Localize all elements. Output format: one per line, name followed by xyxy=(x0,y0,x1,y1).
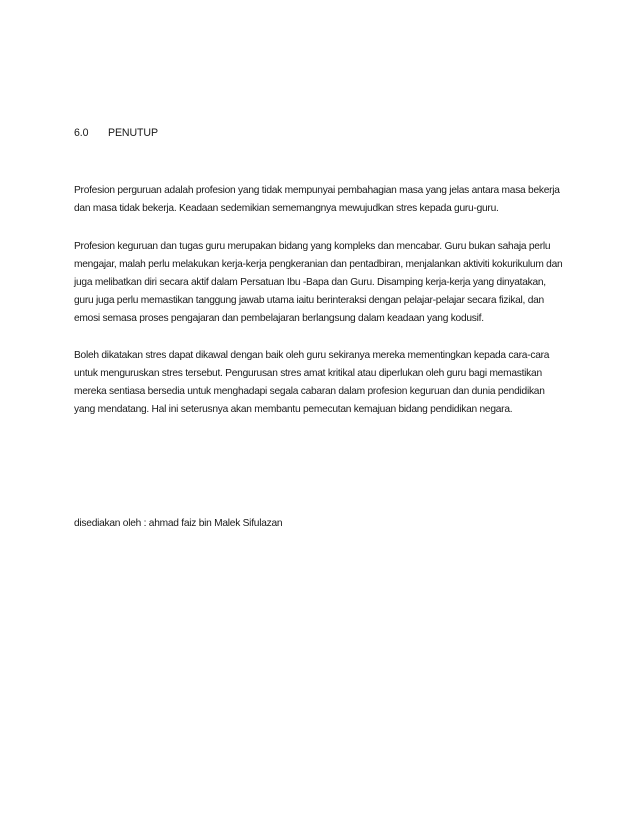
section-heading xyxy=(74,126,158,140)
paragraph-1: Profesion perguruan adalah profesion yang tidak mempunyai pembahagian masa yang jelas antara masa bekerja dan masa tidak bekerja. Keadaan sedemikian sememangnya mewujudkan stres kepada guru-guru. xyxy=(74,185,560,214)
section-title: PENUTUP xyxy=(108,127,158,139)
author-signature-line: disediakan oleh : ahmad faiz bin Malek Sifulazan xyxy=(74,518,283,529)
section-number: 6.0 xyxy=(74,127,89,139)
paragraph-3: Boleh dikatakan stres dapat dikawal dengan baik oleh guru sekiranya mereka mementingkan kepada cara-cara untuk menguruskan stres tersebut. Pengurusan stres amat kritikal atau diperlukan oleh guru bagi memastikan mereka sentiasa bersedia untuk menghadapi segala cabaran dalam profesion keguruan dan dunia pendidikan yang mendatang. Hal ini seterusnya akan membantu pemecutan kemajuan bidang pendidikan negara. xyxy=(74,350,550,415)
paragraph-2: Profesion keguruan dan tugas guru merupakan bidang yang kompleks dan mencabar. Guru bukan sahaja perlu mengajar, malah perlu melakukan kerja-kerja pengkeranian dan pentadbiran, menjalankan aktiviti kokurikulum dan juga melibatkan diri secara aktif dalam Persatuan Ibu -Bapa dan Guru. Disamping kerja-kerja yang dinyatakan, guru juga perlu memastikan tanggung jawab utama iaitu berinteraksi dengan pelajar-pelajar secara fizikal, dan emosi semasa proses pengajaran dan pembelajaran berlangsung dalam keadaan yang kodusif. xyxy=(74,241,563,324)
